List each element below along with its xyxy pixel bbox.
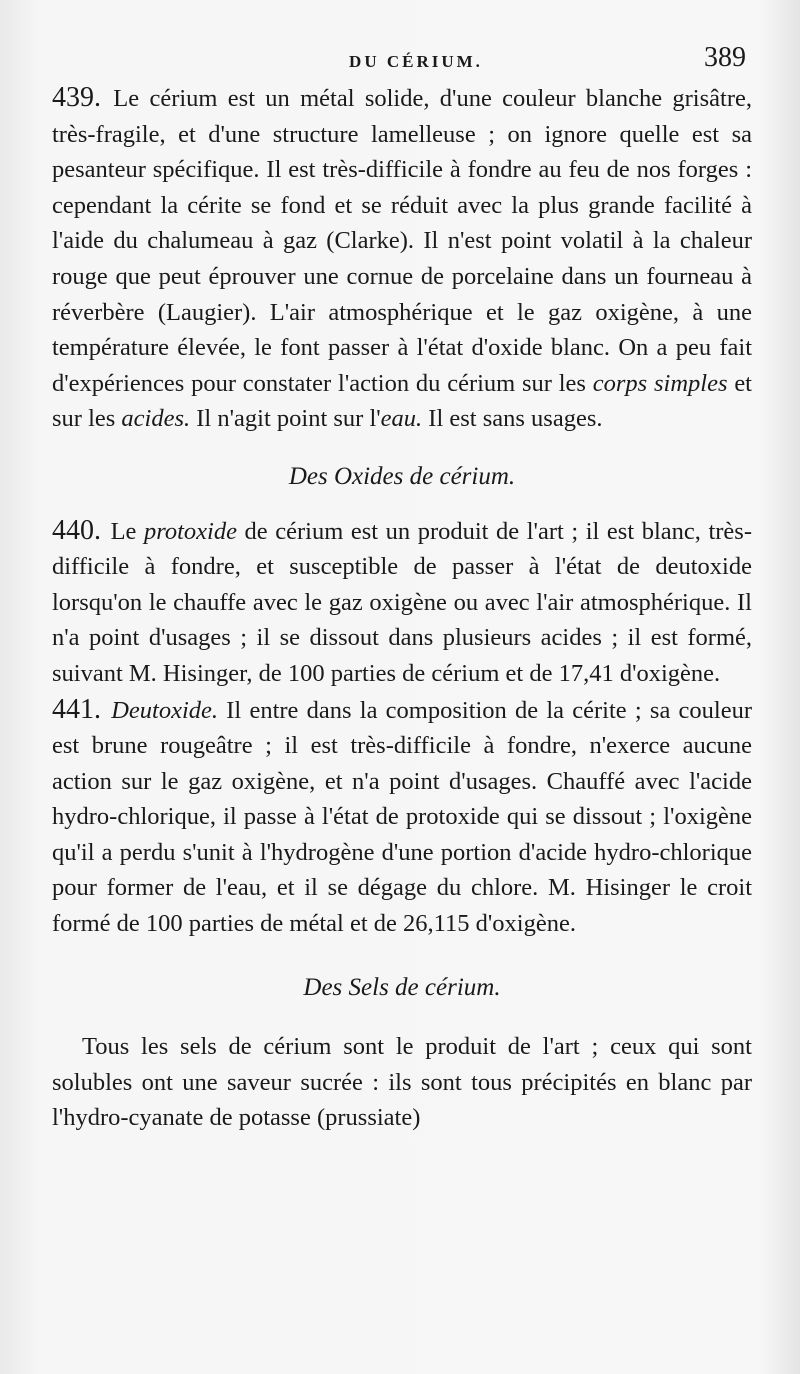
italic-run: acides. [121,405,191,433]
text-run: et sur les [52,369,752,433]
text-run: Le cérium est un métal solide, d'une couleur blanche grisâtre, très-fragile, et d'une structure lamelleuse ; on ignore quelle est sa pesanteur spécifique. Il est très-difficile à fondre au feu de nos forges : cependant la cérite se fond et se réduit avec la plus grande facilité à l'aide du chalumeau à gaz (Clarke). Il n'est point volatil à la chaleur rouge que peut éprouver une cornue de porcelaine dans un fourneau à réverbère (Laugier). L'air atmosphérique et le gaz oxigène, à une température élevée, le font passer à l'état d'oxide blanc. On a peu fait d'expériences pour constater l'action du cérium sur les [52,85,752,397]
italic-run: Deutoxide. [111,696,219,724]
paragraph-441 [52,692,752,942]
page-number: 389 [704,42,746,73]
italic-run: protoxide [143,517,237,545]
paragraph-439 [52,80,752,437]
running-head: DU CÉRIUM. [349,52,483,71]
italic-run: corps simples [592,369,728,397]
body-text [52,80,752,1136]
text-run: de cérium est un produit de l'art ; il est blanc, très-difficile à fondre, et susceptible de passer à l'état de deutoxide lorsqu'on le chauffe avec le gaz oxigène ou avec l'air atmosphérique. Il n'a point d'usages ; il se dissout dans plusieurs acides ; il est formé, suivant M. Hisinger, de 100 parties de cérium et de 17,41 d'oxigène. [52,517,752,687]
page-header [52,42,760,82]
paragraph-number: 440. [52,514,101,546]
section-heading-oxides: Des Oxides de cérium. [288,462,516,490]
paragraph-salts [52,1029,752,1136]
text-run: Il entre dans la composition de la cérite ; sa couleur est brune rougeâtre ; il est très-difficile à fondre, n'exerce aucune action sur le gaz oxigène, et n'a point d'usages. Chauffé avec l'acide hydro-chlorique, il passe à l'état de protoxide qui se dissout ; l'oxigène qu'il a perdu s'unit à l'hydrogène d'une portion d'acide hydro-chlorique pour former de l'eau, et il se dégage du chlore. M. Hisinger le croit formé de 100 parties de métal et de 26,115 d'oxigène. [52,696,753,938]
text-run: Tous les sels de cérium sont le produit de l'art ; ceux qui sont solubles ont une saveur sucrée : ils sont tous précipités en blanc par l'hydro-cyanate de potasse (prussiate) [52,1033,752,1132]
italic-run: eau. [380,405,423,433]
section-heading-salts: Des Sels de cérium. [303,973,501,1001]
paragraph-440 [52,513,752,692]
paragraph-number: 439. [52,82,101,113]
paragraph-number: 441. [52,693,101,725]
text-run: Il n'agit point sur l' [190,405,381,433]
text-run: Il est sans usages. [422,405,603,433]
text-run: Le [103,517,144,545]
